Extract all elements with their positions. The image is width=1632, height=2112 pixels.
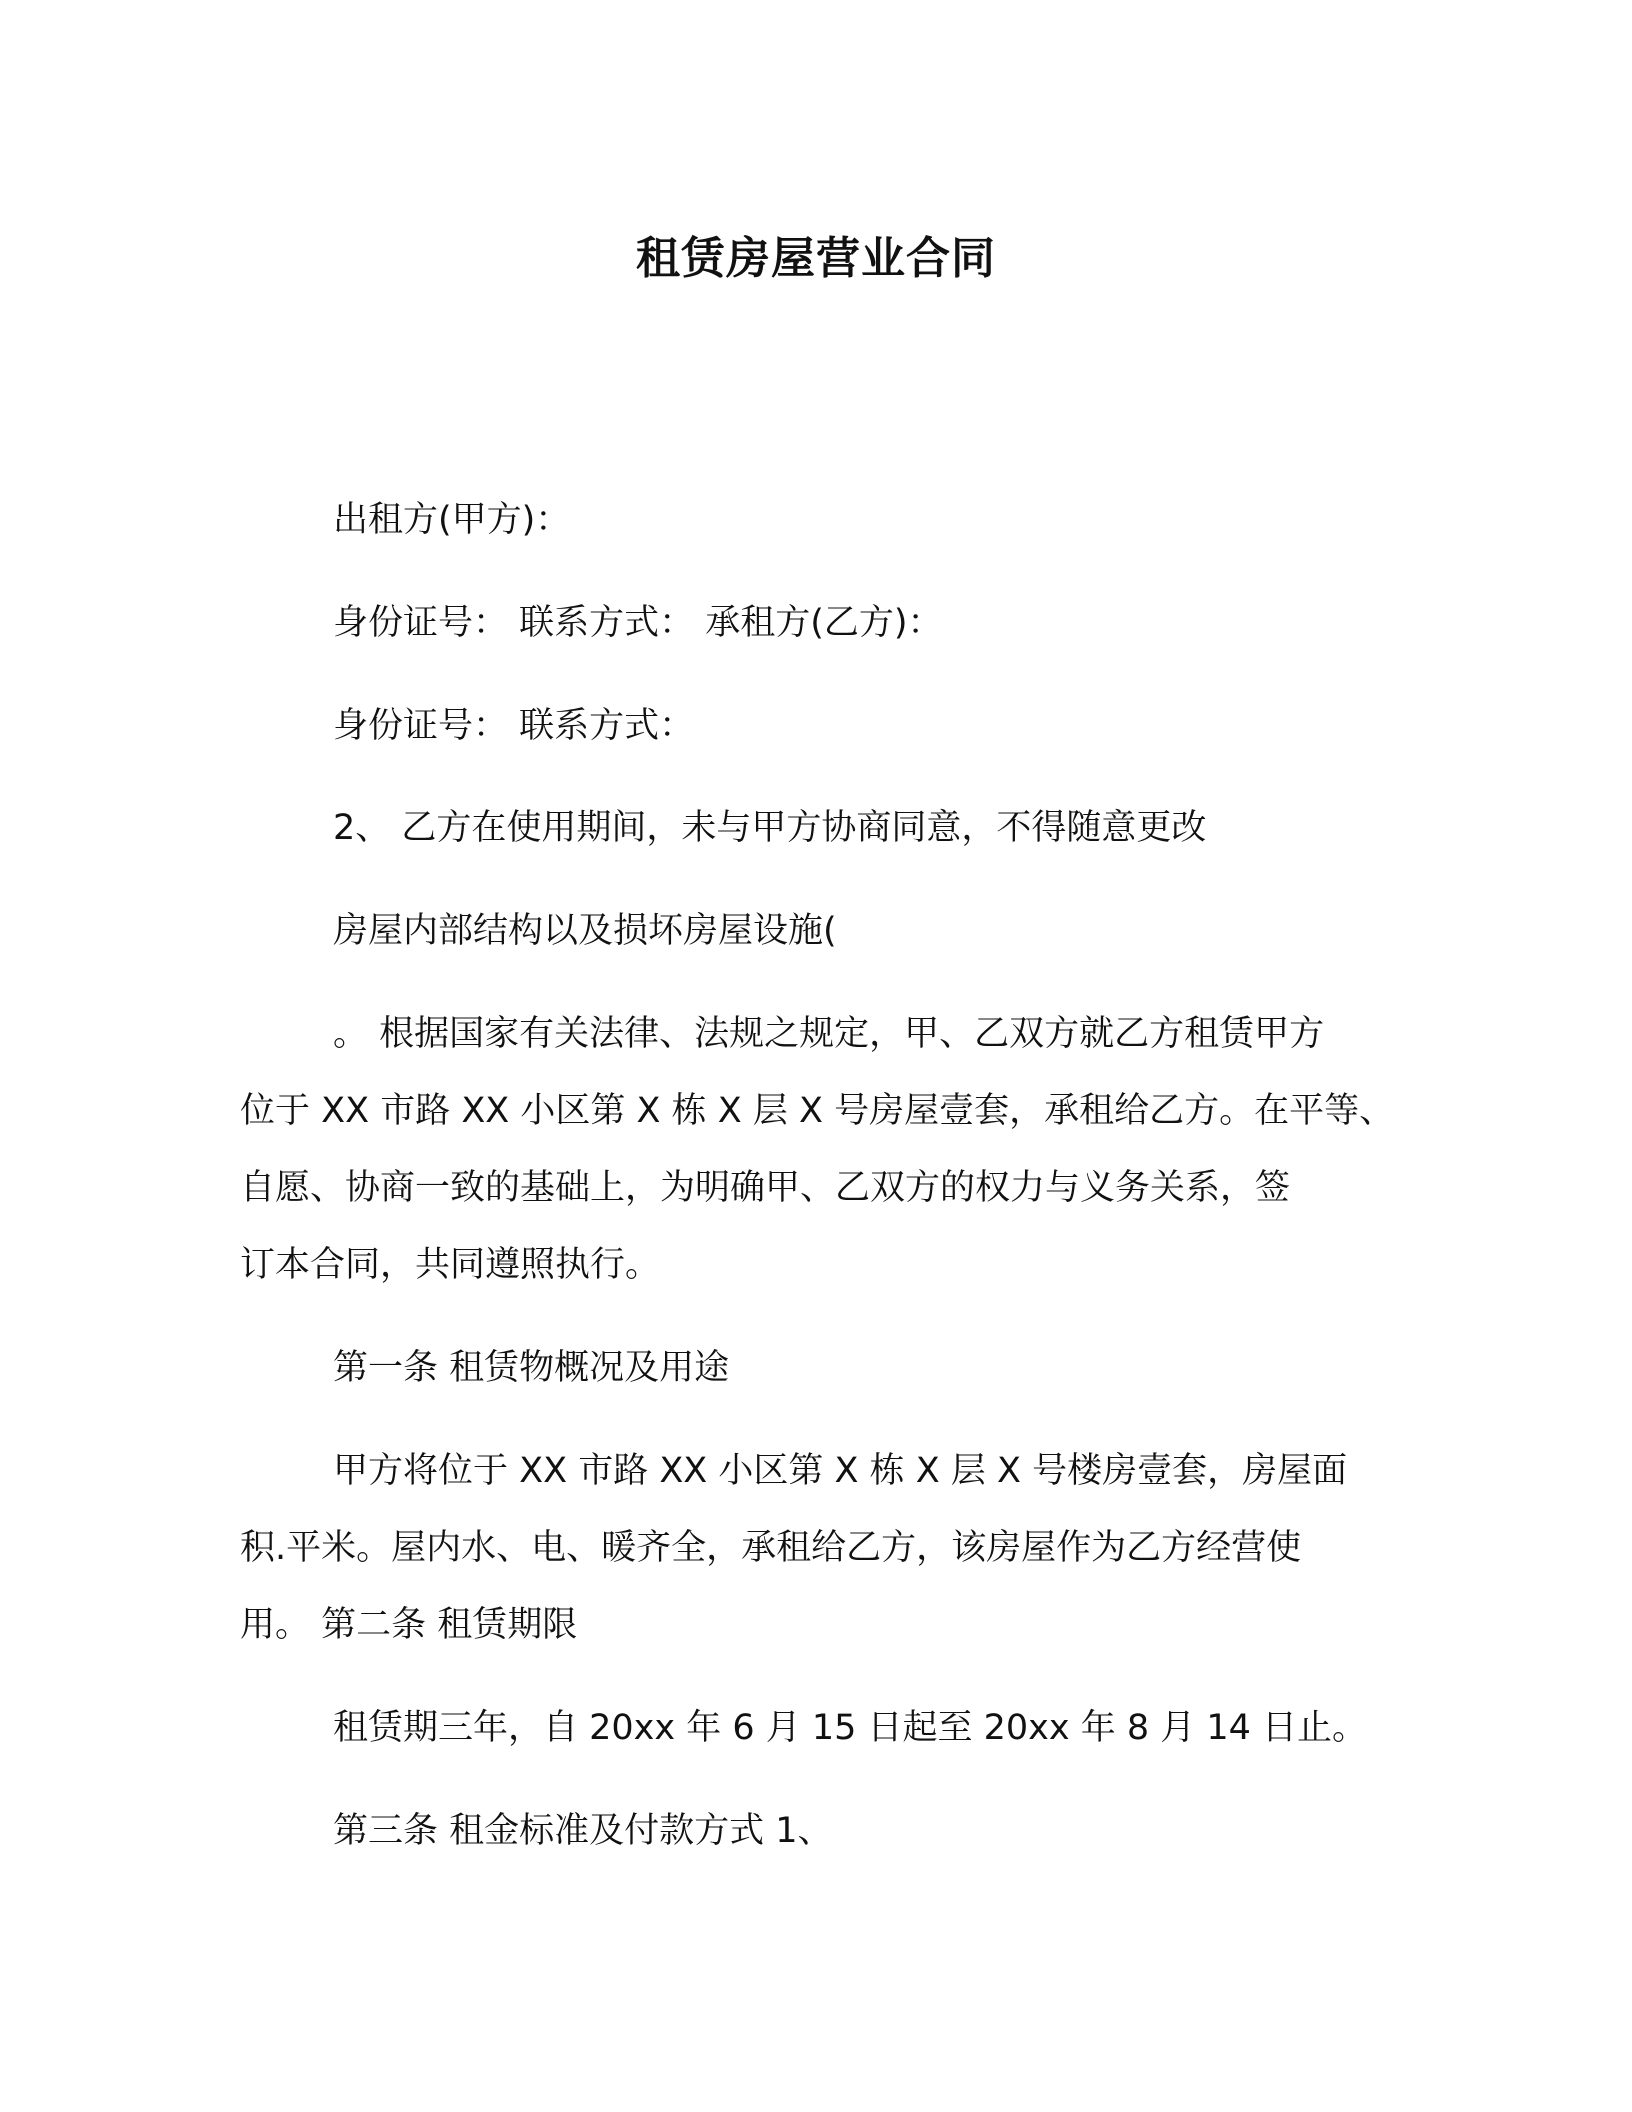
preamble-line-1: 。 根据国家有关法律、法规之规定，甲、乙双方就乙方租赁甲方 xyxy=(333,1014,1325,1054)
clause-2-continued-line: 房屋内部结构以及损坏房屋设施( xyxy=(333,911,837,951)
article-3-heading: 第三条 租金标准及付款方式 1、 xyxy=(333,1811,833,1851)
article-1-line-2: 积.平米。屋内水、电、暖齐全，承租给乙方，该房屋作为乙方经营使 xyxy=(240,1528,1302,1568)
clause-2-line: 2、 乙方在使用期间，未与甲方协商同意，不得随意更改 xyxy=(333,808,1207,848)
id-contact-line: 身份证号： 联系方式： xyxy=(333,706,695,746)
article-1-heading: 第一条 租赁物概况及用途 xyxy=(333,1348,730,1388)
lessor-line: 出租方(甲方)： xyxy=(333,500,571,540)
id-contact-lessee-line: 身份证号： 联系方式： 承租方(乙方)： xyxy=(333,603,943,643)
article-1-line-1: 甲方将位于 XX 市路 XX 小区第 X 栋 X 层 X 号楼房壹套，房屋面 xyxy=(333,1451,1348,1491)
lease-term-line: 租赁期三年，自 20xx 年 6 月 15 日起至 20xx 年 8 月 14 日止。 xyxy=(333,1708,1368,1748)
preamble-line-4: 订本合同，共同遵照执行。 xyxy=(240,1245,661,1285)
preamble-line-2: 位于 XX 市路 XX 小区第 X 栋 X 层 X 号房屋壹套，承租给乙方。在平等、 xyxy=(240,1091,1395,1131)
article-2-heading-line: 用。 第二条 租赁期限 xyxy=(240,1605,578,1645)
document-title: 租赁房屋营业合同 xyxy=(636,233,996,284)
preamble-line-3: 自愿、协商一致的基础上，为明确甲、乙双方的权力与义务关系，签 xyxy=(240,1168,1291,1208)
